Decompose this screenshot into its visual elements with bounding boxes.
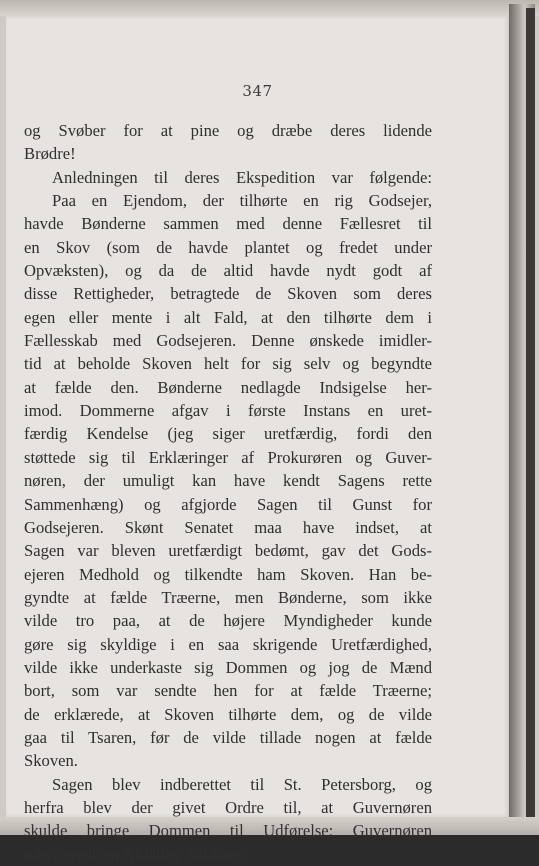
text-line: Sagen blev indberettet til St. Petersborg, og <box>52 774 432 794</box>
text-line: Anledningen til deres Ekspedition var følgende: <box>52 167 432 187</box>
text-line: herfra blev der givet Ordre til, at Guvernøren <box>24 797 432 817</box>
text-line: tid at beholde Skoven helt for sig selv og begyndte <box>24 354 432 374</box>
text-line: gøre sig skyldige i en saa skrigende Uretfærdighed, <box>24 634 432 654</box>
text-line: en Skov (som de havde plantet og fredet under <box>24 237 432 257</box>
text-line: Paa en Ejendom, der tilhørte en rig Godsejer, <box>52 191 432 211</box>
book-cover-edge <box>526 8 535 823</box>
text-line: rekvirerede en Afdeling Soldater. <box>24 844 245 864</box>
text-line: havde Bønderne sammen med denne Fællesret til <box>24 214 432 234</box>
text-line: egen eller mente i alt Fald, at den tilhørte dem i <box>24 307 432 327</box>
text-line: ejeren Medhold og tilkendte ham Skoven. Han be- <box>24 564 432 584</box>
text-line: Godsejeren. Skønt Senatet maa have indset, at <box>24 517 432 537</box>
text-line: vilde tro paa, at de højere Myndigheder kunde <box>24 611 432 631</box>
text-line: færdig Kendelse (jeg siger uretfærdig, fordi den <box>24 424 432 444</box>
text-line: imod. Dommerne afgav i første Instans en uret- <box>24 401 432 421</box>
text-line: bort, som var sendte hen for at fælde Træerne; <box>24 681 432 701</box>
text-line: støttede sig til Erklæringer af Prokurøren og Guver- <box>24 447 432 467</box>
text-line: vilde ikke underkaste sig Dommen og jog de Mænd <box>24 657 432 677</box>
text-line: de erklærede, at Skoven tilhørte dem, og de vilde <box>24 704 432 724</box>
text-line: disse Rettigheder, betragtede de Skoven som deres <box>24 284 432 304</box>
text-line: at fælde den. Bønderne nedlagde Indsigelse her- <box>24 377 432 397</box>
text-line: og Svøber for at pine og dræbe deres lidende <box>24 121 432 140</box>
text-line: Opvæksten), og da de altid havde nydt godt af <box>24 261 432 281</box>
text-line: gaa til Tsaren, før de vilde tillade nogen at fælde <box>24 727 432 747</box>
text-line: skulde bringe Dommen til Udførelse; Guvernøren <box>24 821 432 841</box>
text-line: nøren, der umuligt kan have kendt Sagens rette <box>24 471 432 491</box>
page-number: 347 <box>242 82 273 100</box>
body-text <box>24 119 432 866</box>
text-line: Brødre! <box>24 144 76 164</box>
text-line: Skoven. <box>24 751 78 771</box>
top-margin-strip <box>0 0 539 16</box>
text-line: Fællesskab med Godsejeren. Denne ønskede imidler- <box>24 331 432 351</box>
text-line: gyndte at fælde Træerne, men Bønderne, som ikke <box>24 587 432 607</box>
text-line: Sagen var bleven uretfærdigt bedømt, gav det Gods- <box>24 541 432 561</box>
text-line: Sammenhæng) og afgjorde Sagen til Gunst for <box>24 494 432 514</box>
page-sheet <box>6 16 509 864</box>
